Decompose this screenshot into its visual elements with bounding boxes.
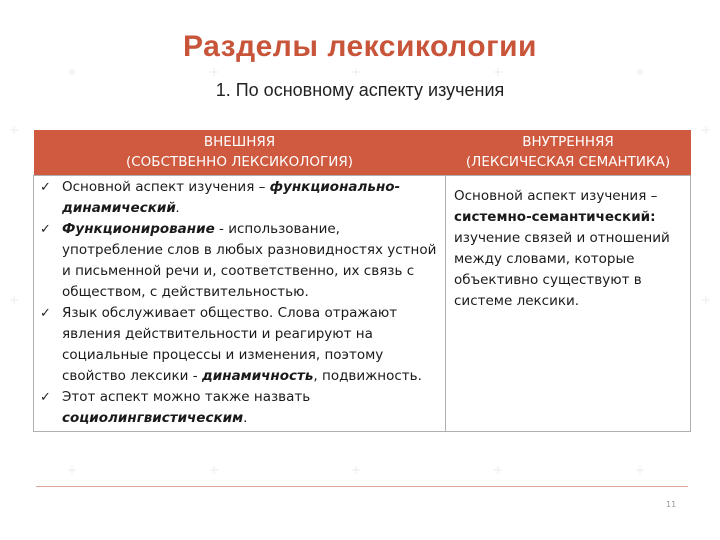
checkmark-icon: ✓	[40, 306, 51, 321]
checkmark-icon: ✓	[40, 222, 51, 237]
point-text: .	[175, 200, 181, 216]
point-text: Этот аспект можно также назвать	[62, 389, 311, 405]
table-body-row	[34, 176, 691, 432]
point-text: Основной аспект изучения –	[62, 179, 270, 195]
page-number: 11	[666, 500, 677, 509]
point-emphasis: Функционирование	[62, 221, 215, 237]
point-text: - использование, употребление слов в любых разновидностях устной и письменной речи и, соответственно, их связь с обществом, с действительностью.	[62, 221, 437, 300]
checkmark-icon: ✓	[40, 180, 51, 195]
slide-title: Разделы лексикологии	[183, 30, 537, 63]
point-emphasis: социолингвистическим	[62, 410, 244, 426]
point-text: Язык обслуживает общество. Слова отражают явления действительности и реагируют на социальные процессы и изменения, поэтому свойство лексики -	[62, 305, 398, 384]
list-item	[38, 303, 441, 387]
header-external-line1: ВНЕШНЯЯ	[203, 134, 276, 150]
footer-divider	[36, 486, 688, 487]
header-internal-line2: (ЛЕКСИЧЕСКАЯ СЕМАНТИКА)	[465, 154, 671, 170]
point-emphasis: динамичность	[201, 368, 314, 384]
list-item	[38, 219, 441, 303]
header-external	[34, 130, 446, 176]
list-item	[38, 177, 441, 219]
point-emphasis: функционально-динамический	[62, 179, 401, 216]
internal-emphasis: системно-семантический:	[454, 209, 656, 225]
table-header-row	[34, 130, 691, 176]
checkmark-icon: ✓	[40, 390, 51, 405]
external-points-list	[38, 177, 441, 429]
slide-subtitle: 1. По основному аспекту изучения	[215, 80, 505, 100]
header-external-line2: (СОБСТВЕННО ЛЕКСИКОЛОГИЯ)	[125, 154, 354, 170]
comparison-table	[33, 130, 691, 432]
internal-text: изучение связей и отношений между словами, которые объективно существуют в системе лексики.	[454, 230, 670, 309]
list-item	[38, 387, 441, 429]
header-internal-line1: ВНУТРЕННЯЯ	[522, 134, 614, 150]
header-internal	[446, 130, 691, 176]
point-text: .	[243, 410, 248, 426]
internal-text: Основной аспект изучения –	[454, 188, 658, 204]
internal-cell	[446, 176, 691, 432]
external-cell	[34, 176, 446, 432]
point-text: , подвижность.	[313, 368, 422, 384]
